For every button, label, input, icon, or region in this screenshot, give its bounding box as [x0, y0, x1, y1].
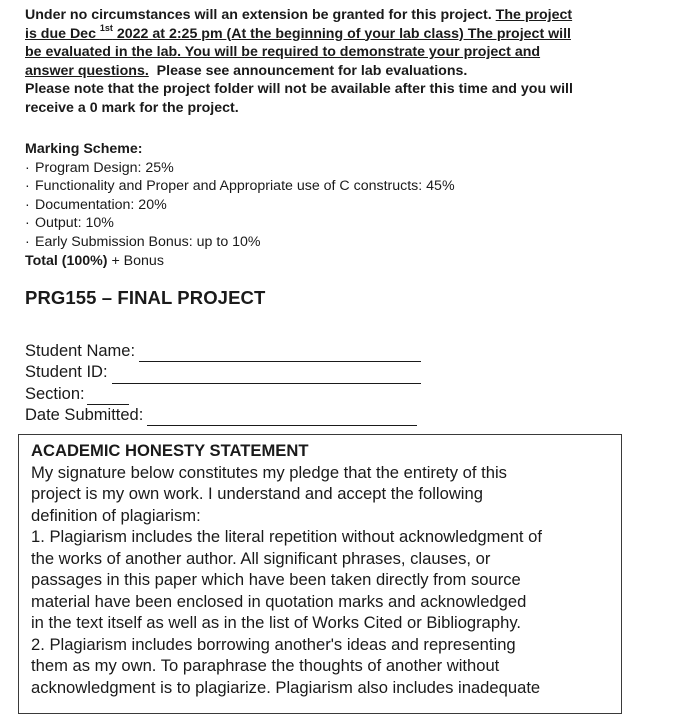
marking-item-text: Program Design: 25% [35, 159, 174, 176]
date-submitted-field [25, 405, 421, 426]
marking-item [25, 159, 455, 178]
statement-title: ACADEMIC HONESTY STATEMENT [31, 441, 309, 460]
notice-text: is due Dec [25, 25, 100, 42]
statement-line: passages in this paper which have been taken directly from source [31, 570, 521, 589]
notice-text: Under no circumstances will an extension be granted for this project. [25, 7, 496, 23]
academic-honesty-statement [18, 434, 622, 714]
project-title: PRG155 – FINAL PROJECT [25, 287, 266, 308]
document-page [25, 6, 650, 424]
field-label: Student ID: [25, 363, 108, 382]
statement-line: My signature below constitutes my pledge that the entirety of this [31, 462, 507, 482]
date-submitted-blank[interactable] [147, 410, 417, 426]
notice-line-1 [25, 6, 650, 25]
statement-line: in the text itself as well as in the list of Works Cited or Bibliography. [31, 613, 522, 632]
student-id-blank[interactable] [112, 368, 421, 384]
notice-line-2 [25, 22, 650, 44]
marking-item [25, 177, 455, 196]
deadline-notice [25, 6, 650, 117]
notice-text: 2022 at 2:25 pm (At the beginning of your lab class) The project will [112, 25, 571, 42]
notice-underlined-text: The project [495, 7, 573, 23]
field-label: Student Name: [25, 342, 136, 360]
marking-item-text: Functionality and Proper and Appropriate use of C constructs: 45% [35, 178, 455, 195]
total-label: Total (100%) [25, 252, 108, 269]
marking-scheme [25, 140, 455, 270]
statement-line: definition of plagiarism: [31, 505, 201, 525]
field-label: Date Submitted: [25, 405, 144, 424]
marking-item-text: Output: 10% [35, 215, 114, 232]
bullet: · [25, 215, 30, 232]
student-name-field [25, 341, 421, 362]
statement-line: material have been enclosed in quotation marks and acknowledged [31, 591, 527, 611]
statement-line: acknowledgment is to plagiarize. Plagiarism also includes inadequate [31, 677, 541, 697]
notice-underlined-text: answer questions. [25, 62, 149, 79]
statement-line: 2. Plagiarism includes borrowing another's ideas and representing [31, 634, 516, 654]
statement-line: project is my own work. I understand and accept the following [31, 484, 483, 503]
bullet: · [25, 159, 30, 176]
marking-item [25, 196, 455, 215]
marking-item-text: Documentation: 20% [35, 196, 167, 213]
notice-line-5: Please note that the project folder will not be available after this time and you will [25, 81, 573, 97]
section-blank[interactable] [87, 389, 129, 405]
notice-text: Please see announcement for lab evaluations. [148, 62, 468, 79]
statement-line: the works of another author. All significant phrases, clauses, or [31, 548, 491, 568]
total-bonus: + Bonus [107, 252, 164, 269]
marking-item [25, 233, 455, 252]
student-info-fields [25, 341, 421, 426]
bullet: · [25, 178, 30, 195]
student-id-field [25, 362, 421, 383]
date-superscript: 1st [99, 22, 113, 33]
field-label: Section: [25, 384, 85, 403]
student-name-blank[interactable] [139, 346, 421, 362]
notice-line-3: be evaluated in the lab. You will be required to demonstrate your project and [25, 44, 541, 60]
notice-line-4 [25, 62, 650, 81]
statement-line: them as my own. To paraphrase the thoughts of another without [31, 656, 500, 675]
bullet: · [25, 196, 30, 213]
statement-line: 1. Plagiarism includes the literal repetition without acknowledgment of [31, 527, 542, 546]
section-field [25, 384, 421, 405]
marking-heading: Marking Scheme: [25, 141, 143, 157]
marking-total [25, 252, 455, 271]
bullet: · [25, 233, 30, 250]
marking-item-text: Early Submission Bonus: up to 10% [35, 233, 261, 250]
notice-line-6: receive a 0 mark for the project. [25, 99, 239, 116]
marking-item [25, 214, 455, 233]
